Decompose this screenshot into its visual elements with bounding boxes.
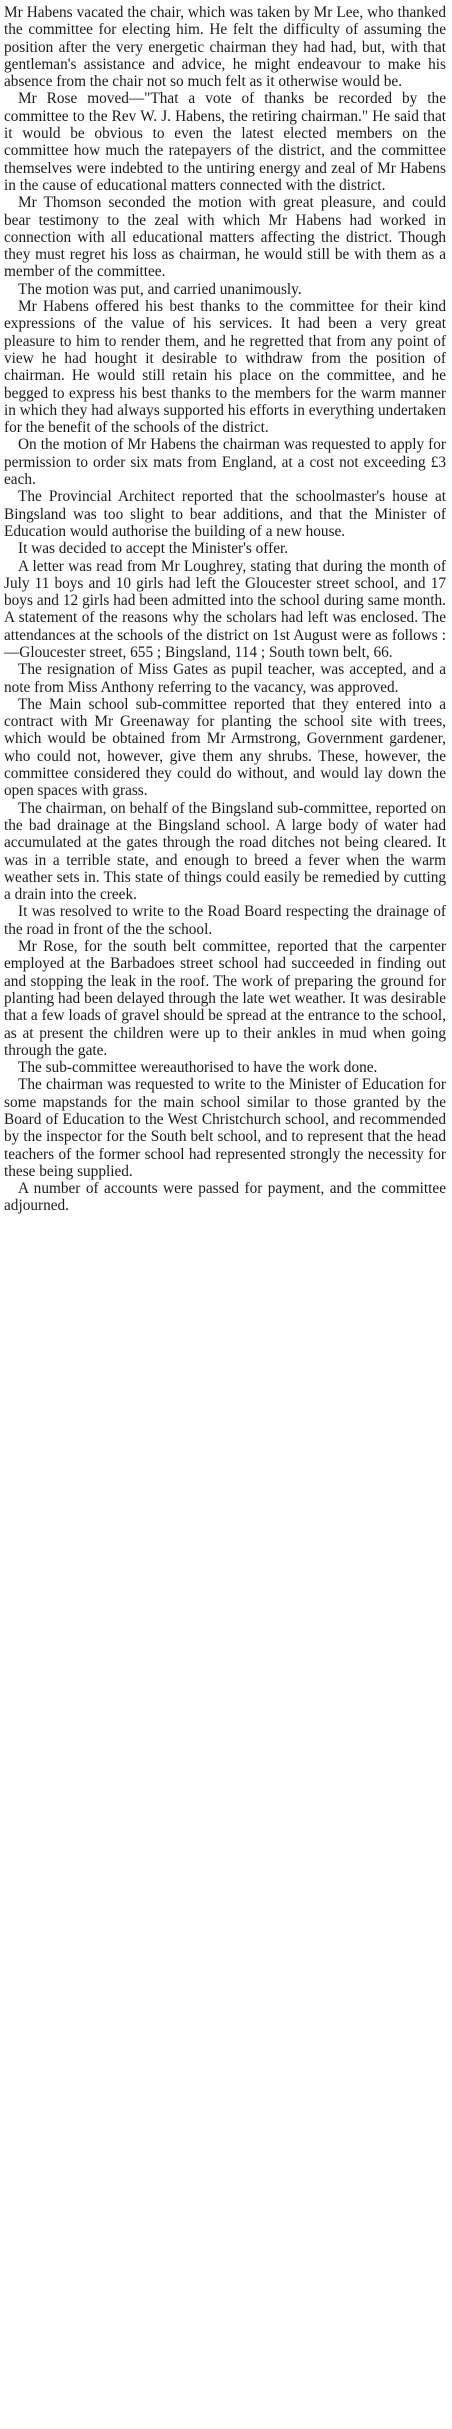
paragraph-habens-reply: Mr Habens offered his best thanks to the committee for their kind expressions of the value of his services. It had been a very great pleasure to him to render them, and he regretted that from any point of view he had hought it desirable to withdraw from the position of chairman. He would still retain his place on the committee, and he begged to express his best thanks to the members for the warm manner in which they had always supported his efforts in everything undertaken for the benefit of the schools of the district. [4, 298, 446, 437]
paragraph-offer-accepted: It was decided to accept the Minister's offer. [18, 540, 289, 558]
paragraph-motion-carried: The motion was put, and carried unanimously. [18, 280, 302, 298]
paragraph-motion-seconded: Mr Thomson seconded the motion with great pleasure, and could bear testimony to the zeal with which Mr Habens had worked in connection with all educational matters affecting the district. Though they must regret his loss as chairman, he would still be with them as a member of the committee. [4, 194, 446, 281]
paragraph-mapstands-request: The chairman was requested to write to the Minister of Education for some mapstands for the main school similar to those granted by the Board of Education to the West Christchurch school, and recommended by the inspector for the South belt school, and to represent that the head teachers of the former school had represented strongly the necessity for these being supplied. [4, 1076, 446, 1180]
paragraph-chair-vacated: Mr Habens vacated the chair, which was taken by Mr Lee, who thanked the committee for electing him. He felt the difficulty of assuming the position after the very energetic chairman they had had, but, with that gentleman's assistance and advice, he might endeavour to make his absence from the chair not so much felt as it otherwise would be. [4, 4, 446, 91]
paragraph-adjourned: A number of accounts were passed for payment, and the committee adjourned. [4, 1180, 446, 1215]
paragraph-vote-of-thanks-motion: Mr Rose moved—"That a vote of thanks be recorded by the committee to the Rev W. J. Habens, the retiring chairman." He said that it would be obvious to even the latest elected members on the committee how much the ratepayers of the district, and the committee themselves were indebted to the untiring energy and zeal of Mr Habens in the cause of educational matters connected with the district. [4, 90, 446, 194]
paragraph-mats-order: On the motion of Mr Habens the chairman was requested to apply for permission to order six mats from England, at a cost not exceeding £3 each. [4, 436, 446, 489]
paragraph-south-belt-report: Mr Rose, for the south belt committee, reported that the carpenter employed at the Barbadoes street school had succeeded in finding out and stopping the leak in the roof. The work of preparing the ground for planting had been delayed through the late wet weather. It was desirable that a few loads of gravel should be spread at the entrance to the school, as at present the children were up to their ankles in mud when going through the gate. [4, 938, 446, 1059]
paragraph-road-board: It was resolved to write to the Road Board respecting the drainage of the road in front of the the school. [4, 903, 446, 938]
news-column [4, 4, 446, 1215]
paragraph-architect-report: The Provincial Architect reported that the schoolmaster's house at Bingsland was too slight to bear additions, and that the Minister of Education would authorise the building of a new house. [4, 488, 446, 540]
paragraph-loughrey-letter: A letter was read from Mr Loughrey, stating that during the month of July 11 boys and 10 girls had left the Gloucester street school, and 17 boys and 12 girls had been admitted into the school during same month. A statement of the reasons why the scholars had left was enclosed. The attendances at the schools of the district on 1st August were as follows :—Gloucester street, 655 ; Bingsland, 114 ; South town belt, 66. [4, 557, 446, 661]
paragraph-main-school-report: The Main school sub-committee reported that they entered into a contract with Mr Greenaway for planting the school site with trees, which would be obtained from Mr Armstrong, Government gardener, who could not, however, give them any shrubs. These, however, the committee considered they could do without, and would lay down the open spaces with grass. [4, 695, 446, 800]
paragraph-work-authorised: The sub-committee wereauthorised to have the work done. [18, 1059, 378, 1077]
paragraph-bingsland-drainage: The chairman, on behalf of the Bingsland sub-committee, reported on the bad drainage at the Bingsland school. A large body of water had accumulated at the gates through the road ditches not being cleared. It was in a terrible state, and enough to breed a fever when the warm weather sets in. This state of things could easily be remedied by cutting a drain into the creek. [4, 799, 446, 904]
paragraph-gates-resignation: The resignation of Miss Gates as pupil teacher, was accepted, and a note from Miss Anthony referring to the vacancy, was approved. [4, 661, 446, 696]
